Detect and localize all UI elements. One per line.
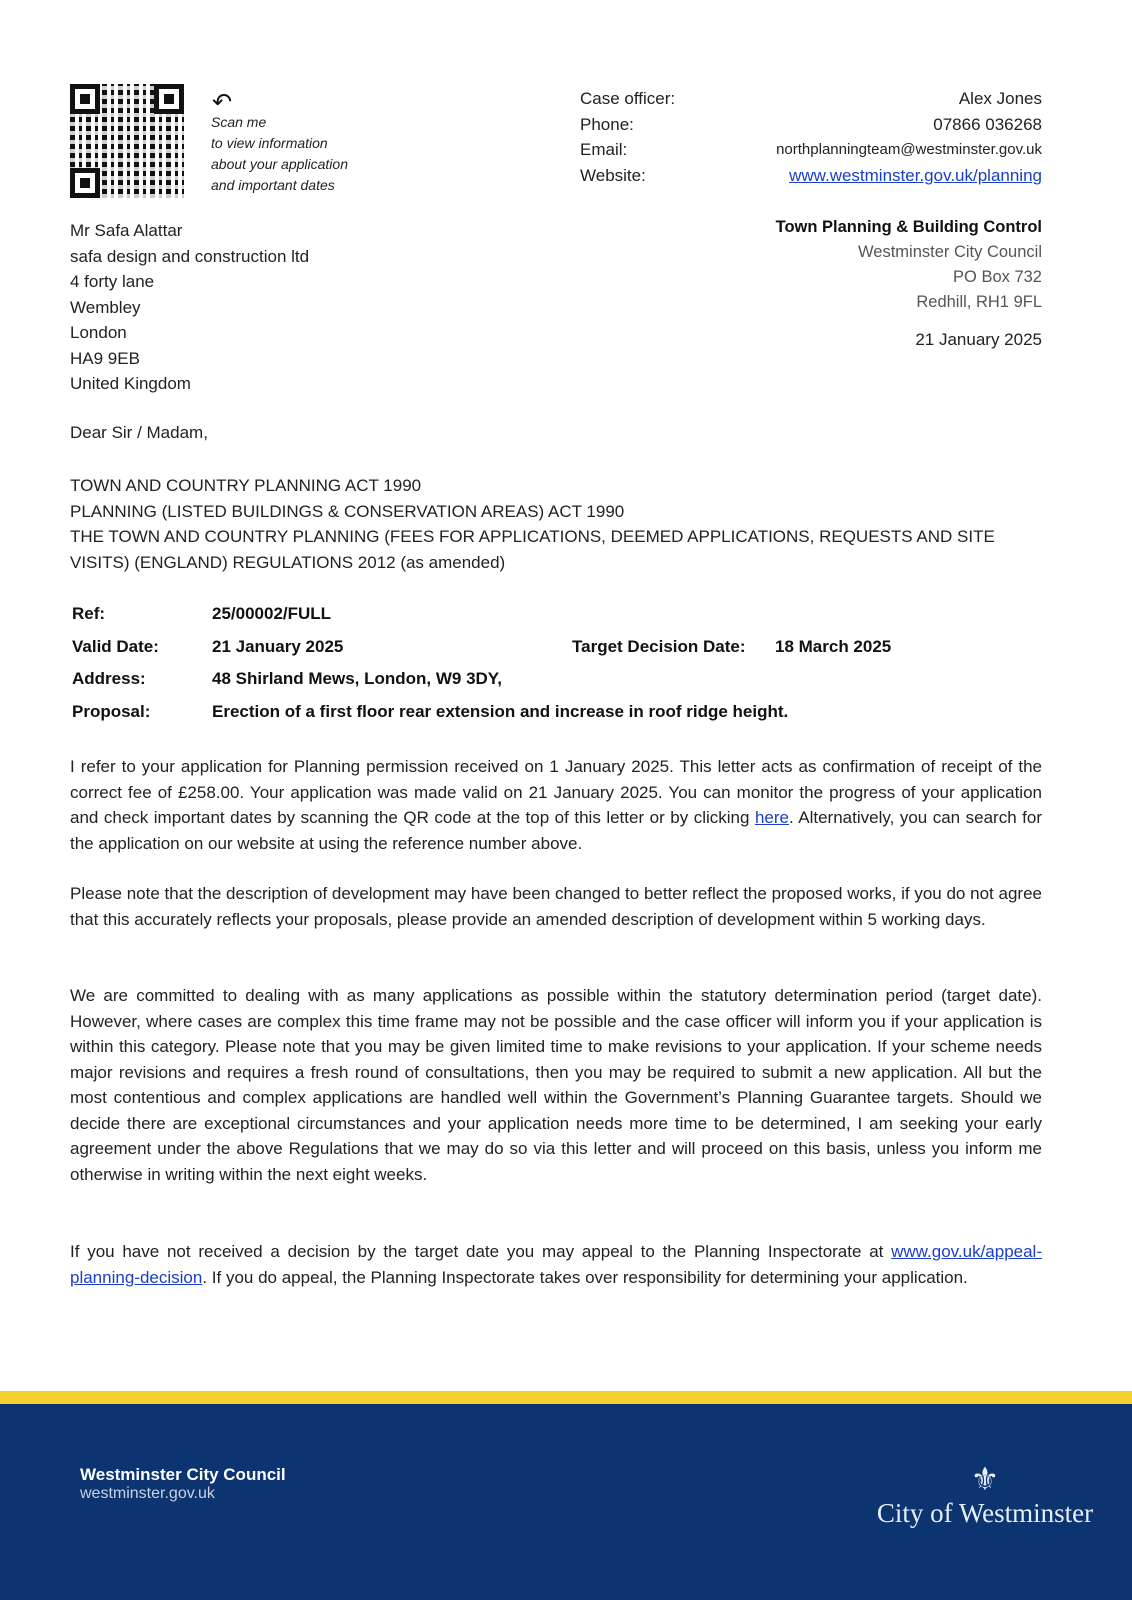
ref-label: Ref: [72, 604, 106, 623]
city-of-westminster-logo [870, 1460, 1100, 1529]
act-line: TOWN AND COUNTRY PLANNING ACT 1990 [70, 476, 422, 495]
qr-caption [211, 112, 348, 196]
contact-block [580, 86, 1042, 188]
acts-heading [70, 473, 1042, 575]
email-label: Email: [580, 140, 628, 159]
council-name: Westminster City Council [80, 1465, 286, 1484]
website-link[interactable]: www.westminster.gov.uk/planning [789, 165, 1042, 185]
valid-value: 21 January 2025 [212, 637, 344, 656]
address-line: safa design and construction ltd [70, 246, 310, 266]
address-line: Wembley [70, 297, 141, 317]
case-officer: Alex Jones [958, 89, 1042, 108]
letter-date: 21 January 2025 [915, 330, 1042, 349]
address-line: HA9 9EB [70, 348, 140, 368]
caption-line: Scan me [211, 114, 267, 130]
address-label: Address: [72, 669, 146, 688]
address-value: 48 Shirland Mews, London, W9 3DY, [212, 669, 502, 688]
text: If you have not received a decision by the target date you may appeal to the Planning Inspectorate at [70, 1242, 892, 1261]
target-label: Target Decision Date: [572, 637, 746, 656]
website-label: Website: [580, 165, 646, 185]
recipient-address [70, 218, 309, 397]
text: I refer to your application for Planning permission received on 1 January 2025. This letter acts as confirmation of receipt of the correct fee of £258.00. Your application was made valid on 21 January 2025. You can monitor the progress of your application and check important dates by scanning the QR code at the top of this letter or by clicking [70, 757, 1042, 827]
text: . Alternatively, you can search for the application on our website at using the reference number above. [70, 808, 1043, 853]
office-line: Redhill, RH1 9FL [916, 293, 1042, 311]
phone-label: Phone: [580, 114, 634, 134]
office-title: Town Planning & Building Control [775, 218, 1042, 236]
ref-value: 25/00002/FULL [212, 604, 332, 623]
paragraph-2: Please note that the description of development may have been changed to better reflect the proposed works, if you do not agree that this accurately reflects your proposals, please provide an amended description of development within 5 working days. [70, 884, 1042, 929]
caption-line: about your application [211, 156, 348, 172]
address-line: United Kingdom [70, 374, 191, 393]
caption-line: to view information [211, 135, 328, 151]
office-line: Westminster City Council [858, 243, 1042, 261]
office-address [776, 215, 1042, 315]
caption-line: and important dates [211, 177, 335, 193]
salutation: Dear Sir / Madam, [70, 423, 208, 442]
valid-label: Valid Date: [72, 637, 159, 656]
crest-icon: ⚜ [970, 1461, 1000, 1497]
address-line: London [70, 323, 127, 342]
paragraph-3: We are committed to dealing with as many applications as possible within the statutory determination period (target date). However, where cases are complex this time frame may not be possible and the case officer will inform you if your application is within this category. Please note that you may be given limited time to make revisions to your application. If your scheme needs major revisions and requires a fresh round of consultations, then you may be required to submit a new application. All but the most contentious and complex applications are handled well within the Government’s Planning Guarantee targets. Should we decide there are exceptional circumstances and your application needs more time to be determined, I am seeking your early agreement under the above Regulations that we may do so via this letter and will proceed on this basis, unless you inform me otherwise in writing within the next eight weeks. [70, 986, 1042, 1184]
proposal-label: Proposal: [72, 702, 151, 721]
here-link[interactable]: here [754, 808, 789, 827]
appeal-link[interactable]: www.gov.uk/appeal-planning-decision [70, 1242, 1042, 1287]
address-line: Mr Safa Alattar [70, 221, 183, 240]
phone: 07866 036268 [933, 114, 1042, 134]
act-line: THE TOWN AND COUNTRY PLANNING (FEES FOR APPLICATIONS, DEEMED APPLICATIONS, REQUESTS AND SITE VISITS) (ENGLAND) REGULATIONS 2012 (as amended) [70, 527, 995, 572]
office-line: PO Box 732 [953, 268, 1042, 286]
curved-arrow-icon: ↶ [212, 89, 233, 116]
text: . If you do appeal, the Planning Inspectorate takes over responsibility for determining your application. [202, 1267, 968, 1287]
council-site: westminster.gov.uk [80, 1485, 215, 1502]
email: northplanningteam@westminster.gov.uk [776, 141, 1042, 158]
logo-text: City of Westminster [876, 1498, 1094, 1528]
paragraph-4 [70, 1239, 1042, 1290]
case-officer-label: Case officer: [580, 89, 676, 108]
target-value: 18 March 2025 [775, 637, 892, 656]
paragraph-1 [70, 754, 1042, 856]
footer-stripe [0, 1391, 1132, 1404]
address-line: 4 forty lane [70, 272, 155, 291]
footer-council [80, 1465, 286, 1503]
qr-code[interactable] [70, 84, 184, 198]
act-line: PLANNING (LISTED BUILDINGS & CONSERVATION AREAS) ACT 1990 [70, 501, 625, 521]
proposal-value: Erection of a first floor rear extension and increase in roof ridge height. [212, 702, 789, 721]
